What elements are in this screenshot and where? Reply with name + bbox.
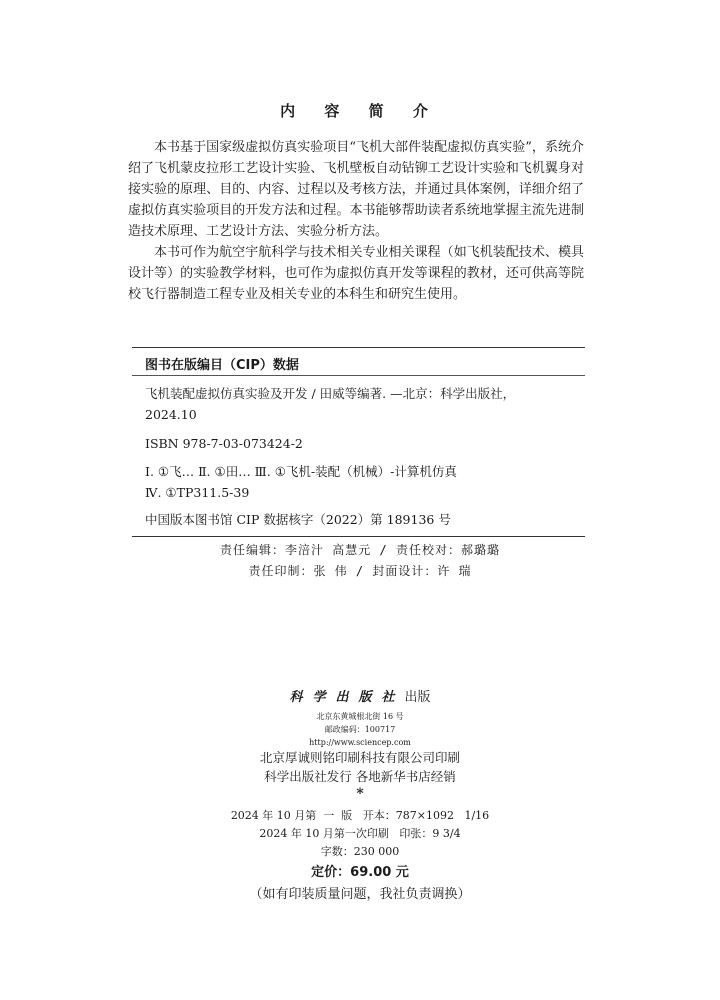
cip-record-number: 中国版本图书馆 CIP 数据核字（2022）第 189136 号 [145, 512, 451, 527]
price: 定价：69.00 元 [311, 865, 409, 880]
publisher-postcode: 邮政编码：100717 [324, 725, 396, 734]
quality-note: （如有印装质量问题，我社负责调换） [249, 887, 471, 902]
cip-bottom-divider [132, 536, 585, 537]
printing-line: 2024 年 10 月第一次印刷 印张：9 3/4 [259, 827, 461, 840]
cip-top-divider [132, 347, 585, 348]
publisher-suffix: 出版 [404, 690, 431, 705]
cip-bibliographic-line: 飞机装配虚拟仿真实验及开发 / 田威等编著. —北京：科学出版社， [145, 386, 516, 401]
cip-year-line: 2024.10 [145, 407, 197, 422]
publisher-address: 北京东黄城根北街 16 号 [316, 712, 404, 721]
intro-section [128, 137, 584, 305]
edition-line: 2024 年 10 月第 一 版 开本：787×1092 1/16 [230, 809, 490, 822]
publisher-brand: 科学出版社 [289, 690, 405, 705]
production-credits: 责任印制：张 伟 / 封面设计：许 瑞 [248, 564, 472, 578]
cip-heading: 图书在版编目（CIP）数据 [145, 358, 299, 373]
intro-paragraph-1: 本书基于国家级虚拟仿真实验项目“飞机大部件装配虚拟仿真实验”，系统介绍了飞机蒙皮拉形工艺设计实验、飞机壁板自动钻铆工艺设计实验和飞机翼身对接实验的原理、目的、内容、过程以及考核方法，并通过具体案例，详细介绍了虚拟仿真实验项目的开发方法和过程。本书能够帮助读者系统地掌握主流先进制造技术原理、工艺设计方法、实验分析方法。 [128, 140, 584, 239]
printer-line: 北京厚诚则铭印刷科技有限公司印刷 [259, 750, 460, 765]
word-count: 字数：230 000 [320, 845, 400, 858]
publisher-url: http://www.sciencep.com [309, 738, 411, 747]
cip-classification-2: Ⅳ. ①TP311.5-39 [145, 485, 250, 500]
separator-star: * [356, 786, 364, 802]
page-title: 内 容 简 介 [280, 102, 440, 120]
distribution-line: 科学出版社发行 各地新华书店经销 [264, 769, 456, 784]
cip-classification-1: Ⅰ. ①飞… Ⅱ. ①田… Ⅲ. ①飞机-装配（机械）-计算机仿真 [145, 464, 457, 479]
intro-paragraph-2: 本书可作为航空宇航科学与技术相关专业相关课程（如飞机装配技术、模具设计等）的实验教学材料，也可作为虚拟仿真开发等课程的教材，还可供高等院校飞行器制造工程专业及相关专业的本科生和研究生使用。 [128, 245, 584, 302]
cip-heading-divider [132, 375, 585, 376]
editor-credits: 责任编辑：李涪汁 高慧元 / 责任校对：郝璐璐 [220, 543, 500, 557]
publisher-line [0, 689, 720, 707]
cip-isbn: ISBN 978-7-03-073424-2 [145, 436, 303, 451]
